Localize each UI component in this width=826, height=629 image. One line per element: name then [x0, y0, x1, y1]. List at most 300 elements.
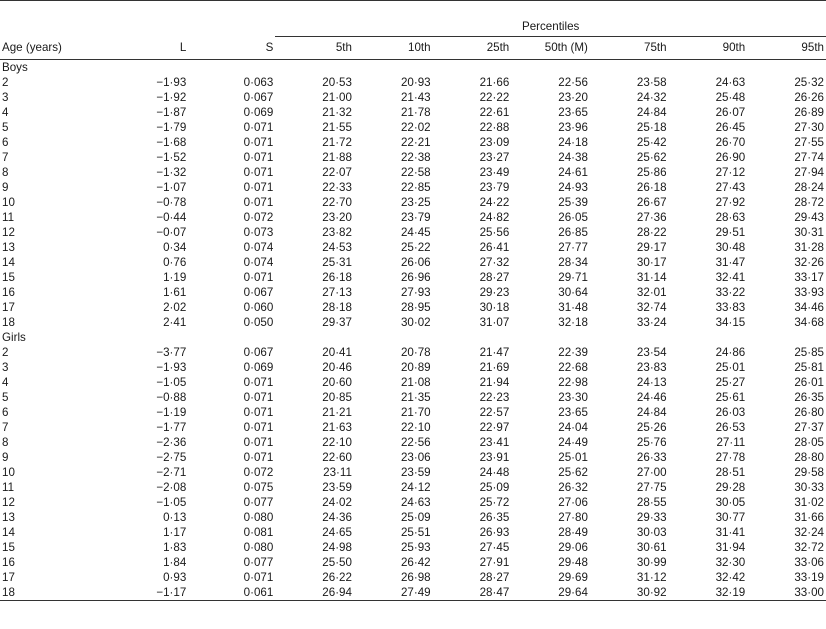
- s-cell: 0·080: [243, 541, 274, 554]
- p75-cell: 30·03: [636, 526, 667, 539]
- p10-cell: 21·78: [400, 106, 431, 119]
- p90-cell: 31·94: [715, 541, 746, 554]
- l-cell: −1·17: [156, 586, 187, 599]
- table-row: [0, 165, 826, 180]
- p90-cell: 30·05: [715, 496, 746, 509]
- s-cell: 0·073: [243, 226, 274, 239]
- p25-cell: 26·41: [479, 241, 510, 254]
- header-row-group: [0, 1, 826, 37]
- p75-cell: 31·14: [636, 271, 667, 284]
- l-cell: 1·84: [163, 556, 187, 569]
- p10-cell: 21·35: [400, 391, 431, 404]
- p95-cell: 27·30: [794, 121, 824, 134]
- p25-cell: 24·22: [479, 196, 510, 209]
- p90-cell: 32·30: [715, 556, 746, 569]
- p95-cell: 26·35: [794, 391, 824, 404]
- age-cell: 12: [2, 496, 15, 509]
- age-cell: 6: [2, 406, 9, 419]
- s-column-header: S: [265, 40, 274, 54]
- p25-cell: 27·32: [479, 256, 510, 269]
- table-row: [0, 150, 826, 165]
- p25-cell: 27·91: [479, 556, 510, 569]
- p10-cell: 22·38: [400, 151, 431, 164]
- p75-cell: 24·84: [636, 406, 667, 419]
- s-cell: 0·069: [243, 361, 274, 374]
- p75-cell: 28·22: [636, 226, 667, 239]
- p10-cell: 21·70: [400, 406, 431, 419]
- p50-cell: 26·32: [558, 481, 588, 494]
- p50-cell: 24·04: [558, 421, 588, 434]
- age-cell: 13: [2, 511, 15, 524]
- age-cell: 17: [2, 571, 15, 584]
- s-cell: 0·071: [243, 196, 274, 209]
- p50-cell: 23·65: [558, 406, 588, 419]
- p10-cell: 23·06: [400, 451, 431, 464]
- l-cell: −3·77: [156, 346, 187, 359]
- p25-cell: 26·35: [479, 511, 510, 524]
- l-cell: −1·77: [156, 421, 187, 434]
- table-row: [0, 180, 826, 195]
- s-cell: 0·071: [243, 451, 274, 464]
- l-cell: 2·41: [163, 316, 187, 329]
- p5-cell: 24·02: [322, 496, 352, 509]
- p90-cell: 26·07: [715, 106, 746, 119]
- p95-cell: 31·66: [794, 511, 824, 524]
- s-cell: 0·071: [243, 271, 274, 284]
- p10-cell: 22·56: [400, 436, 431, 449]
- p95-cell: 32·24: [794, 526, 824, 539]
- p5-cell: 20·53: [322, 76, 352, 89]
- p90-column-header: 90th: [722, 41, 746, 54]
- p10-cell: 28·95: [400, 301, 431, 314]
- p90-cell: 26·90: [715, 151, 746, 164]
- l-cell: −2·75: [156, 451, 187, 464]
- p10-cell: 26·42: [400, 556, 431, 569]
- age-cell: 16: [2, 556, 15, 569]
- l-cell: −2·08: [156, 481, 187, 494]
- p95-cell: 30·31: [794, 226, 824, 239]
- p95-cell: 29·43: [794, 211, 824, 224]
- p90-cell: 25·61: [715, 391, 746, 404]
- table-row: [0, 480, 826, 495]
- p50-cell: 22·56: [558, 76, 588, 89]
- p95-cell: 33·00: [794, 586, 824, 599]
- s-cell: 0·077: [243, 556, 274, 569]
- p75-cell: 26·18: [636, 181, 667, 194]
- p75-cell: 27·36: [636, 211, 667, 224]
- p95-cell: 27·37: [794, 421, 824, 434]
- p10-column-header: 10th: [408, 41, 431, 54]
- p5-cell: 24·65: [322, 526, 352, 539]
- p90-cell: 28·51: [715, 466, 746, 479]
- table-header: [0, 1, 826, 60]
- p5-cell: 20·41: [322, 346, 352, 359]
- p10-cell: 22·21: [400, 136, 431, 149]
- age-cell: 14: [2, 526, 15, 539]
- p90-cell: 27·43: [715, 181, 746, 194]
- age-cell: 18: [2, 586, 15, 599]
- p75-cell: 25·42: [636, 136, 667, 149]
- p10-cell: 27·93: [400, 286, 431, 299]
- p25-cell: 27·45: [479, 541, 510, 554]
- p90-cell: 34·15: [715, 316, 746, 329]
- p90-cell: 25·48: [715, 91, 746, 104]
- s-cell: 0·071: [243, 181, 274, 194]
- p90-cell: 32·19: [715, 586, 746, 599]
- p10-cell: 25·51: [400, 526, 431, 539]
- p5-cell: 24·36: [322, 511, 352, 524]
- p5-cell: 25·31: [322, 256, 352, 269]
- p90-cell: 30·77: [715, 511, 746, 524]
- p25-column-header: 25th: [486, 41, 510, 54]
- p50-cell: 24·38: [558, 151, 588, 164]
- age-cell: 5: [2, 391, 9, 404]
- p25-cell: 25·72: [479, 496, 510, 509]
- s-cell: 0·050: [243, 316, 274, 329]
- table-row: [0, 120, 826, 135]
- table-row: [0, 300, 826, 315]
- p75-cell: 33·24: [636, 316, 667, 329]
- l-cell: −2·36: [156, 436, 187, 449]
- p95-cell: 34·46: [794, 301, 824, 314]
- s-cell: 0·061: [243, 586, 274, 599]
- l-cell: −1·93: [156, 76, 187, 89]
- p10-cell: 22·58: [400, 166, 431, 179]
- s-cell: 0·060: [243, 301, 274, 314]
- l-cell: −1·07: [156, 181, 187, 194]
- p75-cell: 30·99: [636, 556, 667, 569]
- p25-cell: 29·23: [479, 286, 510, 299]
- s-cell: 0·081: [243, 526, 274, 539]
- l-cell: 0·34: [163, 241, 187, 254]
- table-row: [0, 555, 826, 570]
- p95-cell: 29·58: [794, 466, 824, 479]
- p75-cell: 29·17: [636, 241, 667, 254]
- p10-cell: 20·93: [400, 76, 431, 89]
- p95-cell: 26·89: [794, 106, 824, 119]
- p75-cell: 32·01: [636, 286, 667, 299]
- p25-cell: 21·66: [479, 76, 510, 89]
- p10-cell: 27·49: [400, 586, 431, 599]
- l-cell: −1·05: [156, 376, 187, 389]
- p90-cell: 24·63: [715, 76, 746, 89]
- table-row: [0, 225, 826, 240]
- p5-cell: 26·18: [322, 271, 352, 284]
- p10-cell: 26·98: [400, 571, 431, 584]
- p5-column-header: 5th: [335, 41, 352, 54]
- p75-cell: 25·26: [636, 421, 667, 434]
- p5-cell: 20·60: [322, 376, 352, 389]
- p10-cell: 26·96: [400, 271, 431, 284]
- table-row: [0, 390, 826, 405]
- p75-cell: 23·54: [636, 346, 667, 359]
- age-cell: 8: [2, 436, 9, 449]
- l-cell: −1·19: [156, 406, 187, 419]
- l-cell: −1·87: [156, 106, 187, 119]
- p10-cell: 26·06: [400, 256, 431, 269]
- p25-cell: 26·93: [479, 526, 510, 539]
- age-cell: 7: [2, 151, 9, 164]
- p25-cell: 24·48: [479, 466, 510, 479]
- p10-cell: 30·02: [400, 316, 431, 329]
- p90-cell: 24·86: [715, 346, 746, 359]
- table-row: [0, 420, 826, 435]
- p5-cell: 23·20: [322, 211, 352, 224]
- p25-cell: 22·88: [479, 121, 510, 134]
- l-cell: 1·17: [163, 526, 187, 539]
- p5-cell: 24·98: [322, 541, 352, 554]
- p50-cell: 29·71: [558, 271, 588, 284]
- p5-cell: 23·11: [323, 466, 352, 479]
- p90-cell: 31·41: [715, 526, 746, 539]
- table-body: [0, 60, 826, 601]
- table-row: [0, 270, 826, 285]
- p90-cell: 26·53: [715, 421, 746, 434]
- p25-cell: 22·23: [479, 391, 510, 404]
- p10-cell: 20·89: [400, 361, 431, 374]
- p5-cell: 20·46: [322, 361, 352, 374]
- p5-cell: 24·53: [322, 241, 352, 254]
- p25-cell: 23·41: [479, 436, 510, 449]
- p50-cell: 32·18: [558, 316, 588, 329]
- p25-cell: 23·79: [479, 181, 510, 194]
- l-cell: 1·61: [163, 286, 187, 299]
- p50-cell: 25·62: [558, 466, 588, 479]
- table-row: [0, 405, 826, 420]
- p95-column-header: 95th: [801, 41, 824, 54]
- p90-cell: 26·70: [715, 136, 746, 149]
- p50-cell: 29·48: [558, 556, 588, 569]
- p95-cell: 33·17: [794, 271, 824, 284]
- p50-cell: 26·05: [558, 211, 588, 224]
- p50-cell: 26·85: [558, 226, 588, 239]
- s-cell: 0·071: [243, 136, 274, 149]
- p75-cell: 31·12: [636, 571, 667, 584]
- p95-cell: 33·06: [794, 556, 824, 569]
- p50-cell: 24·93: [558, 181, 588, 194]
- header-spacer: [0, 1, 275, 37]
- p10-cell: 20·78: [400, 346, 431, 359]
- p25-cell: 25·56: [479, 226, 510, 239]
- l-cell: 0·76: [163, 256, 187, 269]
- table-row: [0, 255, 826, 270]
- p95-cell: 28·80: [794, 451, 824, 464]
- s-cell: 0·074: [243, 241, 274, 254]
- p95-cell: 27·94: [794, 166, 824, 179]
- p5-cell: 28·18: [322, 301, 352, 314]
- header-row-columns: [0, 37, 826, 60]
- age-cell: 11: [2, 211, 15, 224]
- s-cell: 0·080: [243, 511, 274, 524]
- p75-cell: 23·58: [636, 76, 667, 89]
- p90-cell: 26·03: [715, 406, 746, 419]
- p5-cell: 25·50: [322, 556, 352, 569]
- age-cell: 2: [2, 76, 9, 89]
- s-cell: 0·071: [243, 151, 274, 164]
- p50-cell: 27·80: [558, 511, 588, 524]
- p10-cell: 24·63: [400, 496, 431, 509]
- p75-cell: 26·67: [636, 196, 667, 209]
- p5-cell: 21·32: [322, 106, 352, 119]
- l-cell: −0·44: [156, 211, 187, 224]
- p75-cell: 24·32: [636, 91, 667, 104]
- p50-cell: 27·06: [558, 496, 588, 509]
- p50-cell: 23·96: [558, 121, 588, 134]
- p25-cell: 28·27: [479, 271, 510, 284]
- p25-cell: 22·61: [479, 106, 510, 119]
- p5-cell: 20·85: [322, 391, 352, 404]
- p90-cell: 27·12: [715, 166, 746, 179]
- age-cell: 16: [2, 286, 15, 299]
- l-cell: −1·32: [156, 166, 187, 179]
- age-cell: 13: [2, 241, 15, 254]
- p95-cell: 25·85: [794, 346, 824, 359]
- l-cell: −0·07: [156, 226, 187, 239]
- s-cell: 0·063: [243, 76, 274, 89]
- p75-cell: 30·92: [636, 586, 667, 599]
- table-row: [0, 540, 826, 555]
- percentiles-group-header: Percentiles: [275, 1, 826, 37]
- p95-cell: 25·81: [794, 361, 824, 374]
- s-cell: 0·072: [243, 211, 274, 224]
- s-cell: 0·067: [243, 346, 274, 359]
- p95-cell: 26·80: [794, 406, 824, 419]
- p75-cell: 25·86: [636, 166, 667, 179]
- table-row: [0, 435, 826, 450]
- l-cell: −2·71: [156, 466, 187, 479]
- age-column-header: Age (years): [2, 40, 62, 54]
- p90-cell: 25·27: [715, 376, 746, 389]
- age-cell: 6: [2, 136, 9, 149]
- p10-cell: 25·22: [400, 241, 431, 254]
- s-cell: 0·071: [243, 571, 274, 584]
- p75-cell: 29·33: [636, 511, 667, 524]
- p75-cell: 25·76: [636, 436, 667, 449]
- p75-cell: 25·62: [636, 151, 667, 164]
- p95-cell: 33·19: [794, 571, 824, 584]
- l-cell: −1·92: [156, 91, 187, 104]
- p75-cell: 26·33: [636, 451, 667, 464]
- p25-cell: 30·18: [479, 301, 510, 314]
- p10-cell: 24·45: [400, 226, 431, 239]
- p95-cell: 25·32: [794, 76, 824, 89]
- s-cell: 0·071: [243, 436, 274, 449]
- table-row: [0, 210, 826, 225]
- p75-cell: 24·13: [636, 376, 667, 389]
- p5-cell: 22·07: [322, 166, 352, 179]
- p95-cell: 31·28: [794, 241, 824, 254]
- table-row: [0, 495, 826, 510]
- table-row: [0, 195, 826, 210]
- p50-cell: 29·69: [558, 571, 588, 584]
- table-row: [0, 525, 826, 540]
- p50-cell: 29·64: [558, 586, 588, 599]
- l-cell: 0·93: [163, 571, 187, 584]
- section-label: Boys: [2, 61, 28, 74]
- p95-cell: 31·02: [794, 496, 824, 509]
- p50-cell: 24·18: [558, 136, 588, 149]
- table-row: [0, 570, 826, 585]
- age-cell: 18: [2, 316, 15, 329]
- p25-cell: 22·57: [479, 406, 510, 419]
- p25-cell: 22·97: [479, 421, 510, 434]
- p10-cell: 22·02: [400, 121, 431, 134]
- p95-cell: 28·72: [794, 196, 824, 209]
- p90-cell: 30·48: [715, 241, 746, 254]
- l-cell: −1·93: [156, 361, 187, 374]
- table-row: [0, 465, 826, 480]
- p25-cell: 28·47: [479, 586, 510, 599]
- p75-cell: 24·84: [636, 106, 667, 119]
- s-cell: 0·071: [243, 121, 274, 134]
- p50-cell: 30·64: [558, 286, 588, 299]
- p50-cell: 24·61: [558, 166, 588, 179]
- p90-cell: 32·42: [715, 571, 746, 584]
- l-cell: −1·68: [156, 136, 187, 149]
- p50-cell: 22·98: [558, 376, 588, 389]
- s-cell: 0·071: [243, 391, 274, 404]
- age-cell: 10: [2, 466, 15, 479]
- age-cell: 8: [2, 166, 9, 179]
- table-row: [0, 450, 826, 465]
- p50-cell: 27·77: [558, 241, 588, 254]
- section-header-row: [0, 330, 826, 345]
- p5-cell: 21·88: [322, 151, 352, 164]
- p50-cell: 25·01: [558, 451, 588, 464]
- age-cell: 2: [2, 346, 9, 359]
- p50-cell: 31·48: [558, 301, 588, 314]
- p50-cell: 25·39: [558, 196, 588, 209]
- p90-cell: 29·51: [715, 226, 746, 239]
- p25-cell: 23·49: [479, 166, 510, 179]
- p50-cell: 22·39: [558, 346, 588, 359]
- l-cell: −1·79: [156, 121, 187, 134]
- p25-cell: 21·94: [479, 376, 510, 389]
- p50-cell: 23·30: [558, 391, 588, 404]
- p90-cell: 32·41: [715, 271, 746, 284]
- p90-cell: 33·22: [715, 286, 746, 299]
- p75-cell: 30·17: [636, 256, 667, 269]
- p50-cell: 23·20: [558, 91, 588, 104]
- p10-cell: 23·59: [400, 466, 431, 479]
- l-cell: −0·88: [156, 391, 187, 404]
- table-row: [0, 375, 826, 390]
- p5-cell: 23·59: [322, 481, 352, 494]
- p5-cell: 21·72: [322, 136, 352, 149]
- p90-cell: 26·45: [715, 121, 746, 134]
- p95-cell: 27·74: [794, 151, 824, 164]
- p75-cell: 25·18: [636, 121, 667, 134]
- p75-column-header: 75th: [644, 41, 667, 54]
- p25-cell: 25·09: [479, 481, 510, 494]
- age-cell: 3: [2, 361, 9, 374]
- p50-column-header: 50th (M): [544, 41, 588, 54]
- p5-cell: 21·00: [322, 91, 352, 104]
- p50-cell: 23·65: [558, 106, 588, 119]
- p90-cell: 28·63: [715, 211, 746, 224]
- p95-cell: 27·55: [794, 136, 824, 149]
- s-cell: 0·071: [243, 376, 274, 389]
- p75-cell: 24·46: [636, 391, 667, 404]
- p95-cell: 28·05: [794, 436, 824, 449]
- age-cell: 11: [2, 481, 15, 494]
- p5-cell: 22·10: [322, 436, 352, 449]
- p10-cell: 25·09: [400, 511, 431, 524]
- p5-cell: 22·70: [322, 196, 352, 209]
- age-cell: 12: [2, 226, 15, 239]
- p90-cell: 29·28: [715, 481, 746, 494]
- p5-cell: 21·21: [322, 406, 352, 419]
